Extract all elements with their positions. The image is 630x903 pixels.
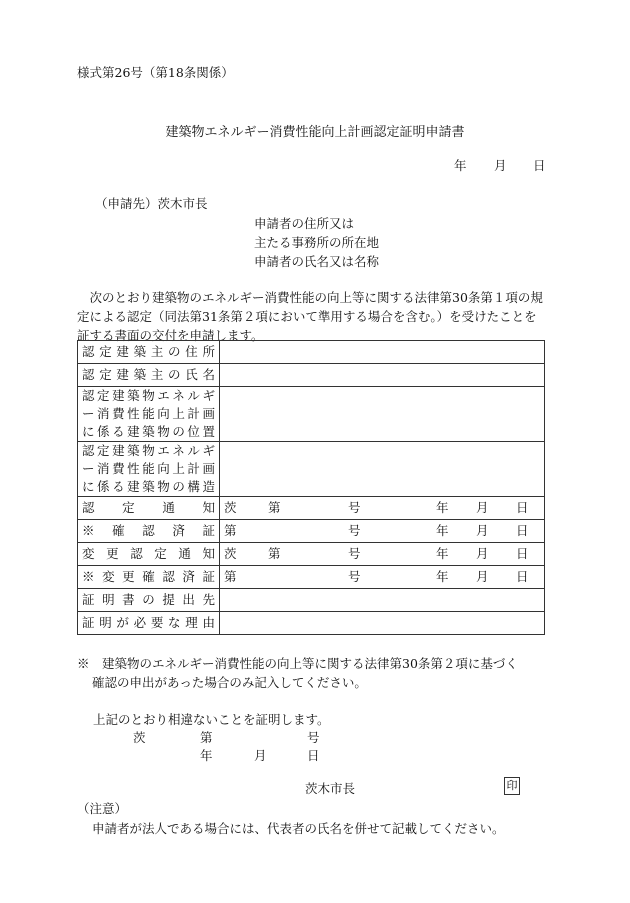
table-row	[78, 589, 545, 612]
confirm-year: 年	[436, 523, 449, 538]
cert-notice-label: 認定通知	[82, 500, 215, 515]
location-label-cell	[78, 387, 220, 442]
change-notice-input-cell[interactable]	[220, 543, 545, 566]
document-title: 建築物エネルギー消費性能向上計画認定証明申請書	[165, 125, 465, 140]
location-label-line: 認定建築物エネルギ	[82, 388, 215, 403]
cert-dai: 第	[200, 730, 213, 745]
cert-notice-input-cell[interactable]	[220, 497, 545, 520]
cert-year: 年	[200, 748, 213, 763]
date-month: 月	[494, 158, 507, 173]
table-row	[78, 520, 545, 543]
table-row	[78, 543, 545, 566]
cert-notice-prefix: 茨	[224, 500, 237, 515]
cert-notice-go: 号	[348, 500, 361, 515]
confirm-label-cell	[78, 520, 220, 543]
table-row	[78, 364, 545, 387]
cert-notice-day: 日	[516, 500, 529, 515]
change-notice-day: 日	[516, 546, 529, 561]
confirm-go: 号	[348, 523, 361, 538]
address-label: 認定建築主の住所	[82, 344, 215, 359]
change-confirm-year: 年	[436, 569, 449, 584]
name-input-cell[interactable]	[220, 364, 545, 387]
form-number: 様式第26号（第18条関係）	[77, 65, 234, 80]
change-confirm-input-cell[interactable]	[220, 566, 545, 589]
structure-label-line: 認定建築物エネルギ	[82, 443, 215, 458]
confirm-month: 月	[476, 523, 489, 538]
submit-to-input-cell[interactable]	[220, 589, 545, 612]
submit-to-label-cell	[78, 589, 220, 612]
reason-label: 証明が必要な理由	[82, 615, 215, 630]
date-day: 日	[533, 158, 546, 173]
applicant-address-label: 申請者の住所又は	[254, 216, 355, 231]
change-confirm-dai: 第	[224, 569, 237, 584]
change-notice-label-cell	[78, 543, 220, 566]
table-row	[78, 341, 545, 364]
change-confirm-day: 日	[516, 569, 529, 584]
structure-label-line: ー消費性能向上計画	[82, 461, 215, 476]
table-row	[78, 566, 545, 589]
change-confirm-month: 月	[476, 569, 489, 584]
location-input-cell[interactable]	[220, 387, 545, 442]
mayor-title: 茨木市長	[305, 781, 356, 796]
change-notice-label: 変更認定通知	[82, 546, 215, 561]
table-row	[78, 612, 545, 635]
submit-to-label: 証明書の提出先	[82, 592, 215, 607]
application-table	[77, 340, 545, 635]
star-note-line2: 確認の申出があった場合のみ記入してください。	[92, 675, 367, 690]
change-confirm-label-cell	[78, 566, 220, 589]
change-notice-dai: 第	[268, 546, 281, 561]
change-notice-prefix: 茨	[224, 546, 237, 561]
notes-body: 申請者が法人である場合には、代表者の氏名を併せて記載してください。	[92, 821, 505, 836]
table-row	[78, 387, 545, 442]
change-notice-month: 月	[476, 546, 489, 561]
addressee: （申請先）茨木市長	[95, 196, 208, 211]
notes-heading: （注意）	[77, 801, 128, 816]
cert-notice-month: 月	[476, 500, 489, 515]
certification-statement: 上記のとおり相違ないことを証明します。	[93, 712, 330, 727]
date-year: 年	[454, 158, 467, 173]
confirm-label: ※確認済証	[82, 523, 215, 538]
cert-notice-year: 年	[436, 500, 449, 515]
confirm-dai: 第	[224, 523, 237, 538]
cert-notice-dai: 第	[268, 500, 281, 515]
address-label-cell	[78, 341, 220, 364]
cert-go: 号	[307, 730, 320, 745]
location-label-line: に係る建築物の位置	[82, 424, 215, 439]
cert-notice-label-cell	[78, 497, 220, 520]
structure-input-cell[interactable]	[220, 442, 545, 497]
star-note-line1: ※ 建築物のエネルギー消費性能の向上等に関する法律第30条第２項に基づく	[77, 656, 518, 671]
change-notice-year: 年	[436, 546, 449, 561]
structure-label-line: に係る建築物の構造	[82, 479, 215, 494]
confirm-input-cell[interactable]	[220, 520, 545, 543]
change-notice-go: 号	[348, 546, 361, 561]
cert-prefix: 茨	[133, 730, 146, 745]
table-row	[78, 497, 545, 520]
reason-label-cell	[78, 612, 220, 635]
location-label-line: ー消費性能向上計画	[82, 406, 215, 421]
change-confirm-go: 号	[348, 569, 361, 584]
reason-input-cell[interactable]	[220, 612, 545, 635]
applicant-office-label: 主たる事務所の所在地	[254, 235, 380, 250]
confirm-day: 日	[516, 523, 529, 538]
cert-day: 日	[307, 748, 320, 763]
address-input-cell[interactable]	[220, 341, 545, 364]
table-row	[78, 442, 545, 497]
name-label-cell	[78, 364, 220, 387]
change-confirm-label: ※変更確認済証	[82, 569, 215, 584]
request-text: 次のとおり建築物のエネルギー消費性能の向上等に関する法律第30条第１項の規定による認定（同法第31条第２項において準用する場合を含む。）を受けたことを証する書面の交付を申請します。	[77, 290, 543, 343]
applicant-name-label: 申請者の氏名又は名称	[254, 254, 380, 269]
name-label: 認定建築主の氏名	[82, 367, 215, 382]
structure-label-cell	[78, 442, 220, 497]
seal-mark: 印	[504, 777, 520, 795]
cert-month: 月	[254, 748, 267, 763]
